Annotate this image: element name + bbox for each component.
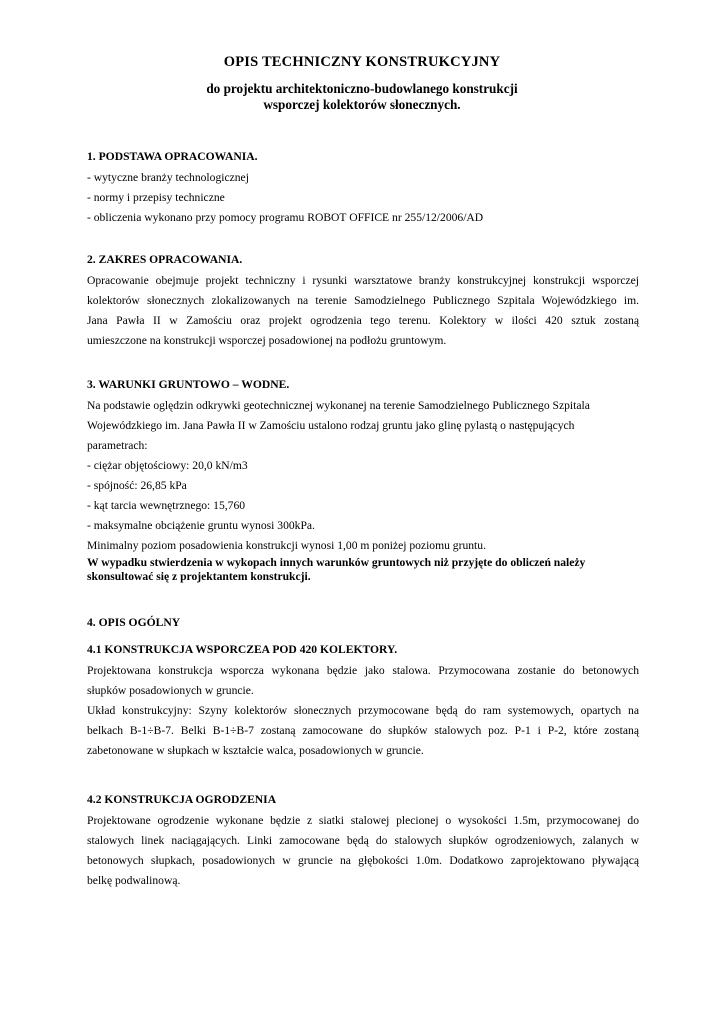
paragraph-line: zabetonowane w słupkach w kształcie walca, posadowionych w gruncie.: [87, 744, 424, 757]
paragraph-line: słupków posadowionych w gruncie.: [87, 684, 254, 697]
section-general-description: [87, 615, 639, 630]
warning-line: skonsultować się z projektantem konstrukcji.: [87, 570, 311, 583]
paragraph-line: Projektowana konstrukcja wsporcza wykonana będzie jako stalowa. Przymocowana zostanie do betonowych: [87, 664, 639, 677]
paragraph-line: Opracowanie obejmuje projekt techniczny i rysunki warsztatowe branży konstrukcyjnej konstrukcji wsporczej: [87, 274, 639, 287]
list-item: - obliczenia wykonano przy pomocy programu ROBOT OFFICE nr 255/12/2006/AD: [87, 211, 484, 224]
document-title: OPIS TECHNICZNY KONSTRUKCYJNY: [223, 54, 501, 70]
list-item: - ciężar objętościowy: 20,0 kN/m3: [87, 459, 248, 472]
section-soil-conditions: [87, 377, 639, 584]
section-basis: [87, 149, 639, 228]
paragraph-line: kolektorów słonecznych zlokalizowanych na terenie Samodzielnego Publicznego Szpitala Wojewódzkiego im.: [87, 294, 639, 307]
paragraph-line: betonowych słupkach, posadowionych w gruncie na głębokości 1.0m. Dodatkowo zaprojektowano pływającą: [87, 854, 639, 867]
warning-line: W wypadku stwierdzenia w wykopach innych warunków gruntowych niż przyjęte do obliczeń należy: [87, 556, 586, 569]
section-scope: [87, 252, 639, 351]
paragraph-line: Układ konstrukcyjny: Szyny kolektorów słonecznych przymocowane będą do ram systemowych, opartych na: [87, 704, 639, 717]
section-heading: 3. WARUNKI GRUNTOWO – WODNE.: [87, 378, 290, 391]
section-support-structure: [87, 642, 639, 761]
section-heading: 4.2 KONSTRUKCJA OGRODZENIA: [87, 793, 277, 806]
paragraph-line: Jana Pawła II w Zamościu oraz projekt ogrodzenia tego terenu. Kolektory w ilości 420 sztuk zostaną: [87, 314, 639, 327]
list-item: - spójność: 26,85 kPa: [87, 479, 187, 492]
paragraph-line: Na podstawie oględzin odkrywki geotechnicznej wykonanej na terenie Samodzielnego Publicznego Szpitala: [87, 399, 590, 412]
list-item: - kąt tarcia wewnętrznego: 15,760: [87, 499, 246, 512]
section-heading: 4. OPIS OGÓLNY: [87, 616, 181, 629]
paragraph-line: belkach B-1÷B-7. Belki B-1÷B-7 zostaną zamocowane do słupków stalowych poz. P-1 i P-2, które zostaną: [87, 724, 639, 737]
section-heading: 1. PODSTAWA OPRACOWANIA.: [87, 150, 258, 163]
paragraph-line: belkę podwalinową.: [87, 874, 181, 887]
section-heading: 2. ZAKRES OPRACOWANIA.: [87, 253, 243, 266]
document-subtitle-line-2: wsporczej kolektorów słonecznych.: [263, 97, 461, 112]
paragraph-line: Minimalny poziom posadowienia konstrukcji wynosi 1,00 m poniżej poziomu gruntu.: [87, 539, 486, 552]
section-heading: 4.1 KONSTRUKCJA WSPORCZEA POD 420 KOLEKTORY.: [87, 643, 398, 656]
paragraph-line: Wojewódzkiego im. Jana Pawła II w Zamościu ustalono rodzaj gruntu jako glinę pylastą o następujących: [87, 419, 575, 432]
document-subtitle-line-1: do projektu architektoniczno-budowlanego konstrukcji: [206, 81, 518, 96]
section-fence-structure: [87, 792, 639, 891]
paragraph-line: parametrach:: [87, 439, 148, 452]
list-item: - wytyczne branży technologicznej: [87, 171, 249, 184]
list-item: - maksymalne obciążenie gruntu wynosi 300kPa.: [87, 519, 315, 532]
paragraph-line: Projektowane ogrodzenie wykonane będzie z siatki stalowej plecionej o wysokości 1.5m, przymocowanej do: [87, 814, 639, 827]
paragraph-line: umieszczone na konstrukcji wsporczej posadowionej na podłożu gruntowym.: [87, 334, 447, 347]
list-item: - normy i przepisy techniczne: [87, 191, 225, 204]
paragraph-line: stalowych linek naciągających. Linki zamocowane będą do stalowych słupków ogrodzeniowych, zalanych w: [87, 834, 639, 847]
